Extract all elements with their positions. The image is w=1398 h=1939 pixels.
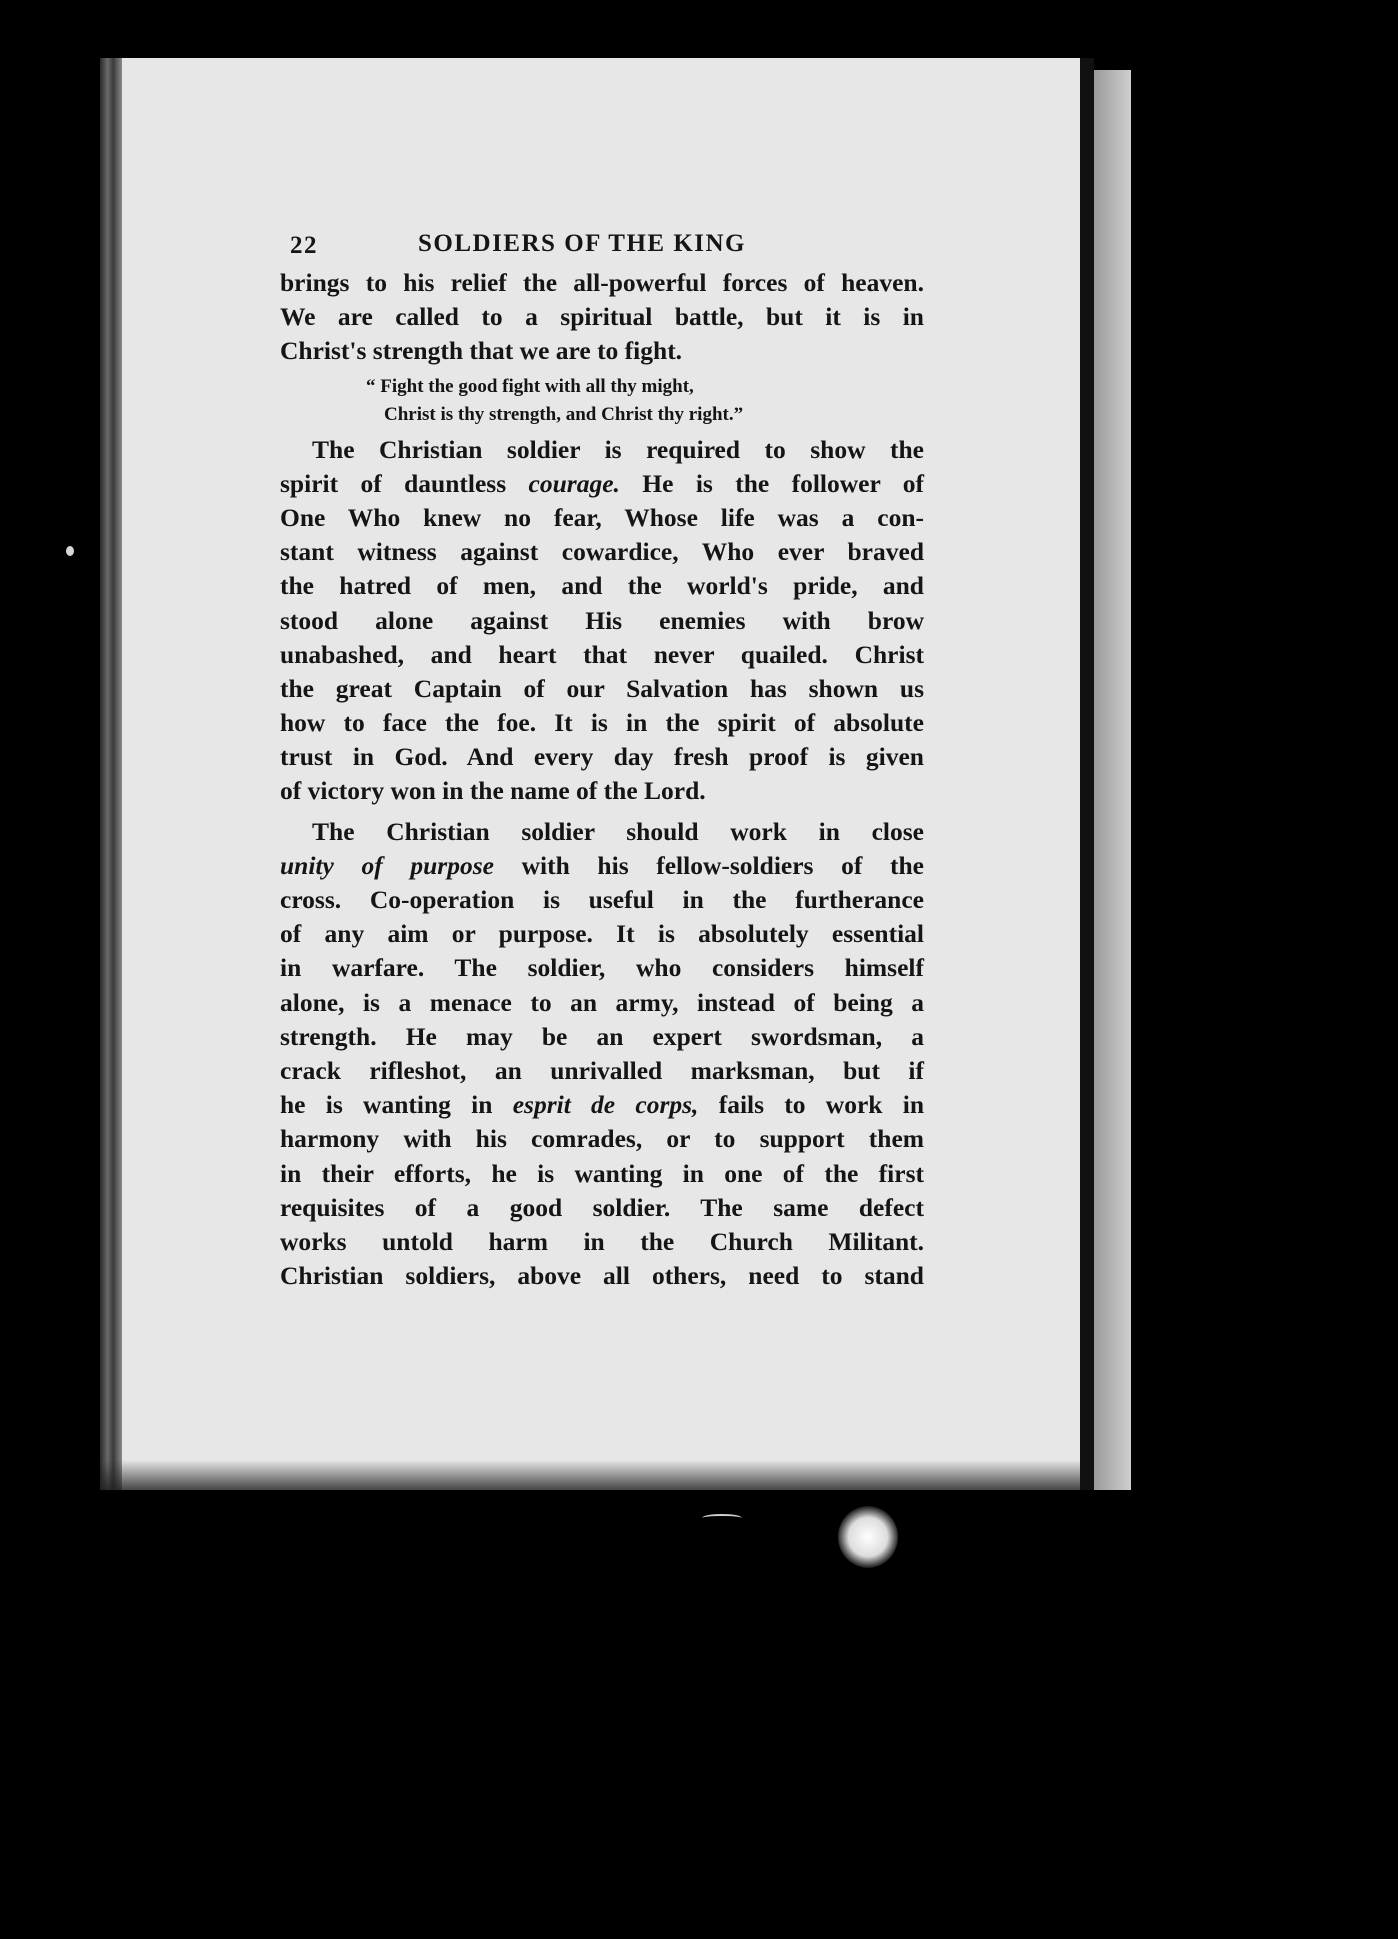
- intro-paragraph: [280, 266, 924, 369]
- text-line: he is wanting in esprit de corps, fails to work in: [280, 1090, 925, 1120]
- text-line: alone, is a menace to an army, instead of being a: [280, 987, 924, 1017]
- text-line: works untold harm in the Church Militant.: [280, 1226, 924, 1256]
- page-text: [280, 222, 924, 1293]
- page-bottom-shadow: [100, 1460, 1090, 1490]
- italic-term: esprit de corps,: [512, 1090, 699, 1120]
- text-line: unity of purpose with his fellow-soldiers of the: [280, 850, 924, 880]
- text-line: We are called to a spiritual battle, but it is in: [280, 302, 924, 332]
- courage-paragraph: [280, 433, 924, 809]
- text-line: The Christian soldier should work in close: [312, 816, 924, 846]
- light-glare: [838, 1506, 898, 1568]
- text-line: in their efforts, he is wanting in one of the first: [280, 1158, 924, 1188]
- italic-term: unity of purpose: [280, 850, 494, 880]
- page-number: 22: [290, 232, 318, 259]
- text-line: stant witness against cowardice, Who ever braved: [280, 537, 924, 567]
- text-line: in warfare. The soldier, who considers himself: [280, 953, 924, 983]
- text-line: One Who knew no fear, Whose life was a con-: [280, 502, 924, 532]
- quote-line: Christ is thy strength, and Christ thy right.”: [384, 403, 744, 425]
- text-line: Christ's strength that we are to fight.: [280, 336, 683, 366]
- text-line: of any aim or purpose. It is absolutely essential: [280, 919, 924, 949]
- text-line: trust in God. And every day fresh proof is given: [280, 742, 924, 772]
- text-line: crack rifleshot, an unrivalled marksman, but if: [280, 1055, 924, 1085]
- page-left-edge: [100, 58, 122, 1490]
- text-line: Christian soldiers, above all others, need to stand: [280, 1261, 924, 1291]
- text-line: harmony with his comrades, or to support them: [280, 1124, 924, 1154]
- text-line: spirit of dauntless courage. He is the follower of: [280, 468, 924, 498]
- text-line: brings to his relief the all-powerful forces of heaven.: [280, 268, 924, 297]
- italic-term: courage.: [528, 468, 620, 498]
- text-line: of victory won in the name of the Lord.: [280, 776, 706, 806]
- scan-speck: [66, 546, 74, 556]
- book-gutter: [1080, 58, 1094, 1490]
- text-line: unabashed, and heart that never quailed. Christ: [280, 639, 924, 669]
- facing-page-edge: [1094, 70, 1131, 1490]
- quote-line: “ Fight the good fight with all thy might,: [366, 375, 694, 397]
- text-line: how to face the foe. It is in the spirit of absolute: [280, 708, 924, 738]
- text-line: strength. He may be an expert swordsman, a: [280, 1021, 924, 1051]
- scan-smudge: [702, 1514, 742, 1522]
- text-line: the hatred of men, and the world's pride, and: [280, 571, 924, 601]
- running-head: SOLDIERS OF THE KING: [418, 230, 746, 257]
- unity-paragraph: [280, 815, 924, 1294]
- page-header: [280, 222, 924, 266]
- text-line: The Christian soldier is required to show the: [312, 434, 924, 464]
- text-line: requisites of a good soldier. The same defect: [280, 1192, 924, 1222]
- verse-quote: [280, 373, 924, 429]
- text-line: cross. Co-operation is useful in the furtherance: [280, 885, 924, 914]
- text-line: stood alone against His enemies with brow: [280, 605, 924, 635]
- text-line: the great Captain of our Salvation has shown us: [280, 673, 924, 703]
